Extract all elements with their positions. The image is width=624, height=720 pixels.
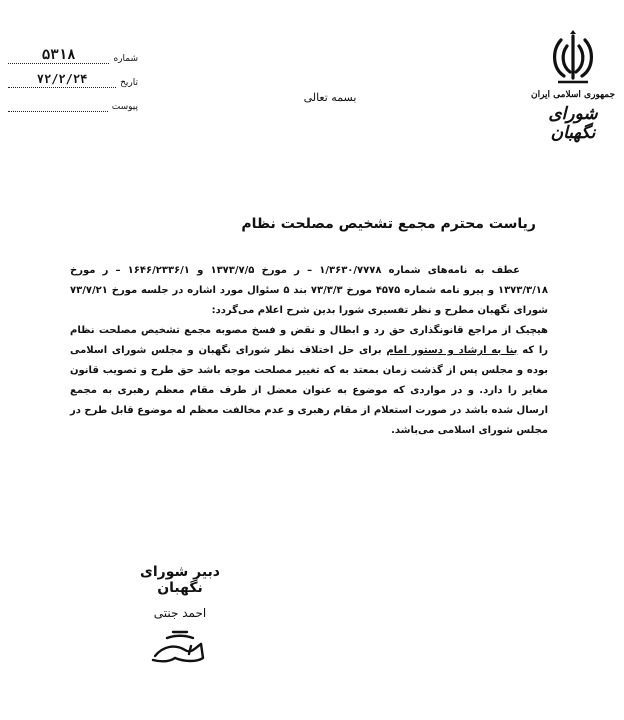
letter-body [70, 261, 548, 441]
date-label: تاریخ [120, 78, 138, 88]
body-paragraph-2-start: هیچیک از مراجع قانونگذاری حق رد و ابطال و نقض و فسخ مصوبه مجمع تشخیص مصلحت نظام را که [70, 325, 549, 356]
attachment-label: پیوست [111, 102, 138, 112]
attachment-value [8, 111, 108, 112]
emblem-council-text-2: نگهبان [550, 123, 596, 143]
signature-block [120, 564, 240, 668]
letter-meta [8, 40, 138, 112]
body-paragraph-2-end: برای حل اختلاف نظر شورای نگهبان و مجلس شورای اسلامی بوده و مجلس پس از گذشت زمان بمعتد به که تغییر مصلحت موجه باشد حق طرح و تصویب قانون مغایر را دارد. و در مواردی که موضوع به عنوان معضل از طرف مقام معظم رهبری به مجمع ارسال شده باشد در صورت استعلام از مقام رهبری و عدم مخالفت معظم له موضوع قابل طرح در مجلس شورای اسلامی می‌باشد. [70, 345, 548, 436]
number-label: شماره [113, 54, 138, 64]
letterhead-emblem [528, 30, 618, 142]
handwritten-signature-icon [145, 628, 215, 668]
body-paragraph-1: عطف به نامه‌های شماره ۱/۳۶۳۰/۷۷۷۸ – ر مورخ ۱۳۷۳/۷/۵ و ۱۶۴۶/۲۳۳۶/۱ – ر مورخ ۱۳۷۳/۳/۱۸ و پیرو نامه شماره ۴۵۷۵ مورخ ۷۳/۳/۳ بند ۵ سئوال مورد اشاره در جلسه مورخ ۷۳/۷/۲۱ شورای نگهبان مطرح و نظر تفسیری شورا بدین شرح اعلام می‌گردد: [70, 265, 548, 316]
number-value: ۵۳۱۸ [8, 47, 109, 64]
attachment-row [8, 88, 138, 112]
date-row [8, 64, 138, 88]
iran-emblem-icon [548, 30, 598, 88]
basmala: بسمه تعالی [303, 91, 357, 104]
emblem-council-text-1: شورای [548, 104, 598, 124]
emblem-republic-text: جمهوری اسلامی ایران [530, 90, 616, 100]
addressee: ریاست محترم مجمع تشخیص مصلحت نظام [241, 216, 536, 232]
number-row [8, 40, 138, 64]
body-paragraph-2 [70, 321, 548, 441]
date-value: ۷۲/۲/۲۴ [8, 71, 116, 88]
signatory-title: دبیر شورای نگهبان [140, 564, 220, 596]
body-paragraph-2-underlined: بنا به ارشاد و دستور امام [386, 345, 518, 356]
signatory-name: احمد جنتی [153, 606, 207, 620]
